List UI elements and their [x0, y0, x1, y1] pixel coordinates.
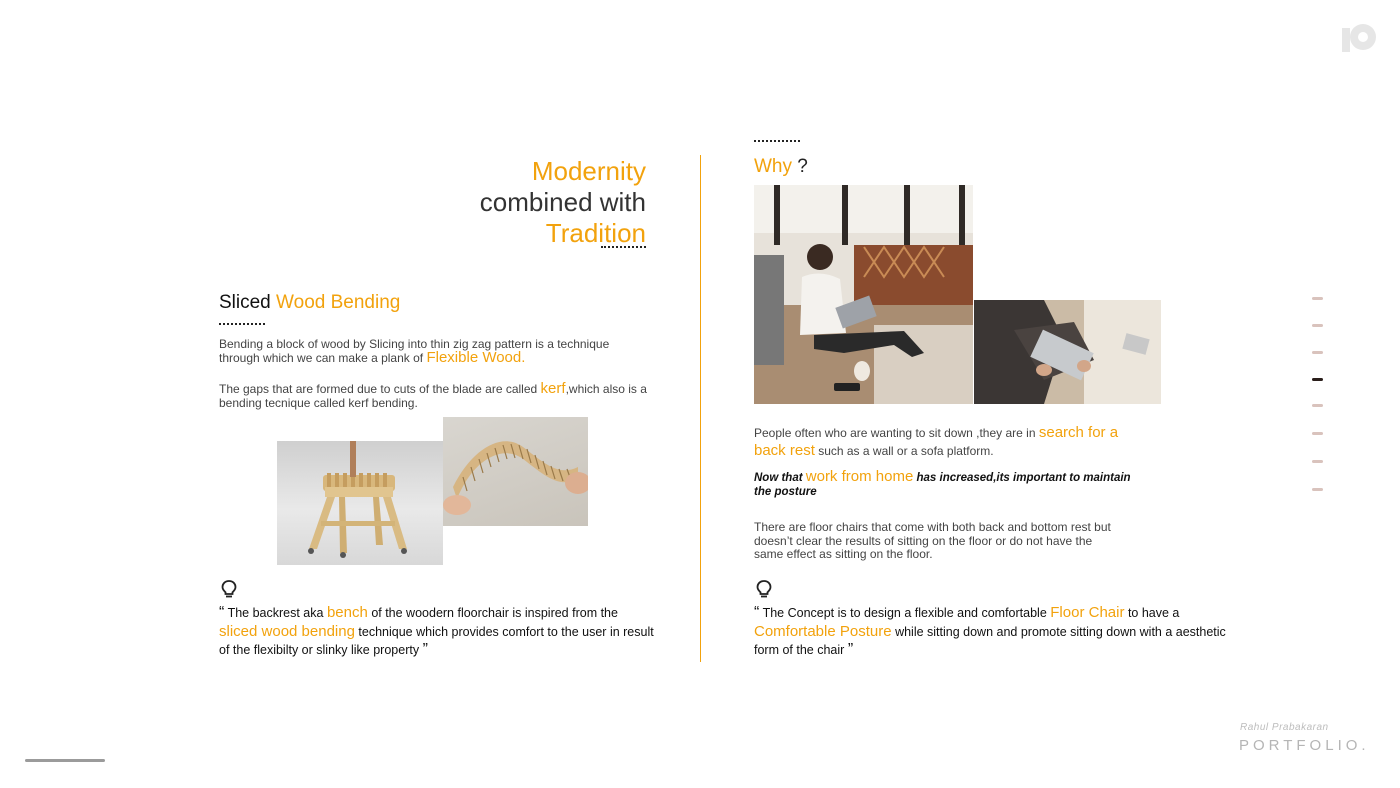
- author-name: Rahul Prabakaran: [1240, 722, 1329, 733]
- paragraph-search-back-rest: [754, 424, 1134, 460]
- paragraph-text: People often who are wanting to sit down ,they are in: [754, 426, 1036, 440]
- paragraph-highlight: work from home: [805, 468, 914, 485]
- portfolio-label: PORTFOLIO.: [1239, 737, 1370, 754]
- why-heading: [754, 156, 808, 178]
- paragraph-text: The gaps that are formed due to cuts of the blade are called: [219, 382, 538, 396]
- why-label: Why: [754, 156, 792, 177]
- headline-line-2: combined with: [479, 187, 646, 217]
- why-question-mark: ?: [797, 156, 808, 177]
- headline-line-1: Modernity: [531, 156, 646, 186]
- paragraph-work-from-home: [754, 470, 1134, 499]
- quote-text: The backrest aka: [227, 606, 324, 620]
- paragraph-text: Bending a block of wood by Slicing into thin zig zag pattern is a technique through which we can make a plank of: [219, 337, 610, 365]
- quote-close-mark: ”: [847, 641, 854, 658]
- paragraph-text: ,which also is a bending tecnique called kerf bending.: [219, 382, 647, 410]
- page-nav-dot[interactable]: [1312, 488, 1323, 491]
- headline-dotted-underline: [601, 246, 646, 248]
- page-nav-dot[interactable]: [1312, 297, 1323, 300]
- section-title-dots: [219, 323, 265, 325]
- paragraph-kerf: [219, 382, 649, 410]
- bending-wood-image: [443, 417, 588, 526]
- section-title-part2: Wood Bending: [276, 292, 401, 313]
- lightbulb-icon: [756, 580, 772, 598]
- quote-highlight: Floor Chair: [1050, 604, 1125, 621]
- page-nav-dot[interactable]: [1312, 351, 1323, 354]
- column-divider: [700, 155, 701, 662]
- page-progress-bar: [25, 759, 105, 762]
- lightbulb-icon: [221, 580, 237, 598]
- quote-open-mark: “: [754, 604, 760, 621]
- quote-highlight: Comfortable Posture: [754, 622, 892, 640]
- laptop-on-lap-image: [974, 300, 1161, 404]
- woman-sitting-floor-image: [754, 185, 973, 404]
- quote-highlight: bench: [326, 604, 368, 621]
- page-nav-dot[interactable]: [1312, 432, 1323, 435]
- paragraph-text: Now that: [754, 472, 803, 484]
- section-title-wood-bending: [219, 292, 400, 314]
- portfolio-logo: [1342, 24, 1376, 54]
- quote-text: The Concept is to design a flexible and comfortable: [762, 606, 1047, 620]
- page-nav-dot[interactable]: [1312, 404, 1323, 407]
- page-headline: [400, 156, 646, 249]
- quote-backrest: [219, 604, 659, 660]
- paragraph-flexible-wood: [219, 337, 649, 365]
- paragraph-text: such as a wall or a sofa platform.: [818, 444, 994, 458]
- quote-highlight: sliced wood bending: [219, 622, 355, 640]
- paragraph-highlight: search for a back rest: [754, 424, 1119, 459]
- headline-line-3: Tradition: [545, 218, 646, 248]
- quote-text: of the woodern floorchair is inspired from the: [371, 606, 618, 620]
- quote-text: while sitting down and promote sitting down with a aesthetic form of the chair: [754, 624, 1226, 657]
- quote-text: technique which provides comfort to the user in result of the flexibilty or slinky like property: [219, 624, 654, 657]
- page-nav-dot[interactable]: [1312, 460, 1323, 463]
- paragraph-floor-chairs: There are floor chairs that come with both back and bottom rest but doesn’t clear the results of sitting on the floor or do not have the same effect as sitting on the floor.: [754, 520, 1111, 561]
- page-nav-dot[interactable]: [1312, 324, 1323, 327]
- paragraph-highlight: kerf: [540, 380, 566, 397]
- section-title-part1: Sliced: [219, 292, 271, 313]
- page-nav-dot-active[interactable]: [1312, 378, 1323, 381]
- quote-text: to have a: [1127, 606, 1180, 620]
- paragraph-text: has increased,its important to maintain the posture: [754, 472, 1131, 498]
- quote-close-mark: ”: [422, 641, 428, 658]
- quote-concept: [754, 604, 1234, 660]
- why-dots: [754, 140, 800, 142]
- stool-image: [277, 441, 443, 565]
- paragraph-highlight: Flexible Wood.: [426, 349, 526, 366]
- quote-open-mark: “: [219, 604, 225, 621]
